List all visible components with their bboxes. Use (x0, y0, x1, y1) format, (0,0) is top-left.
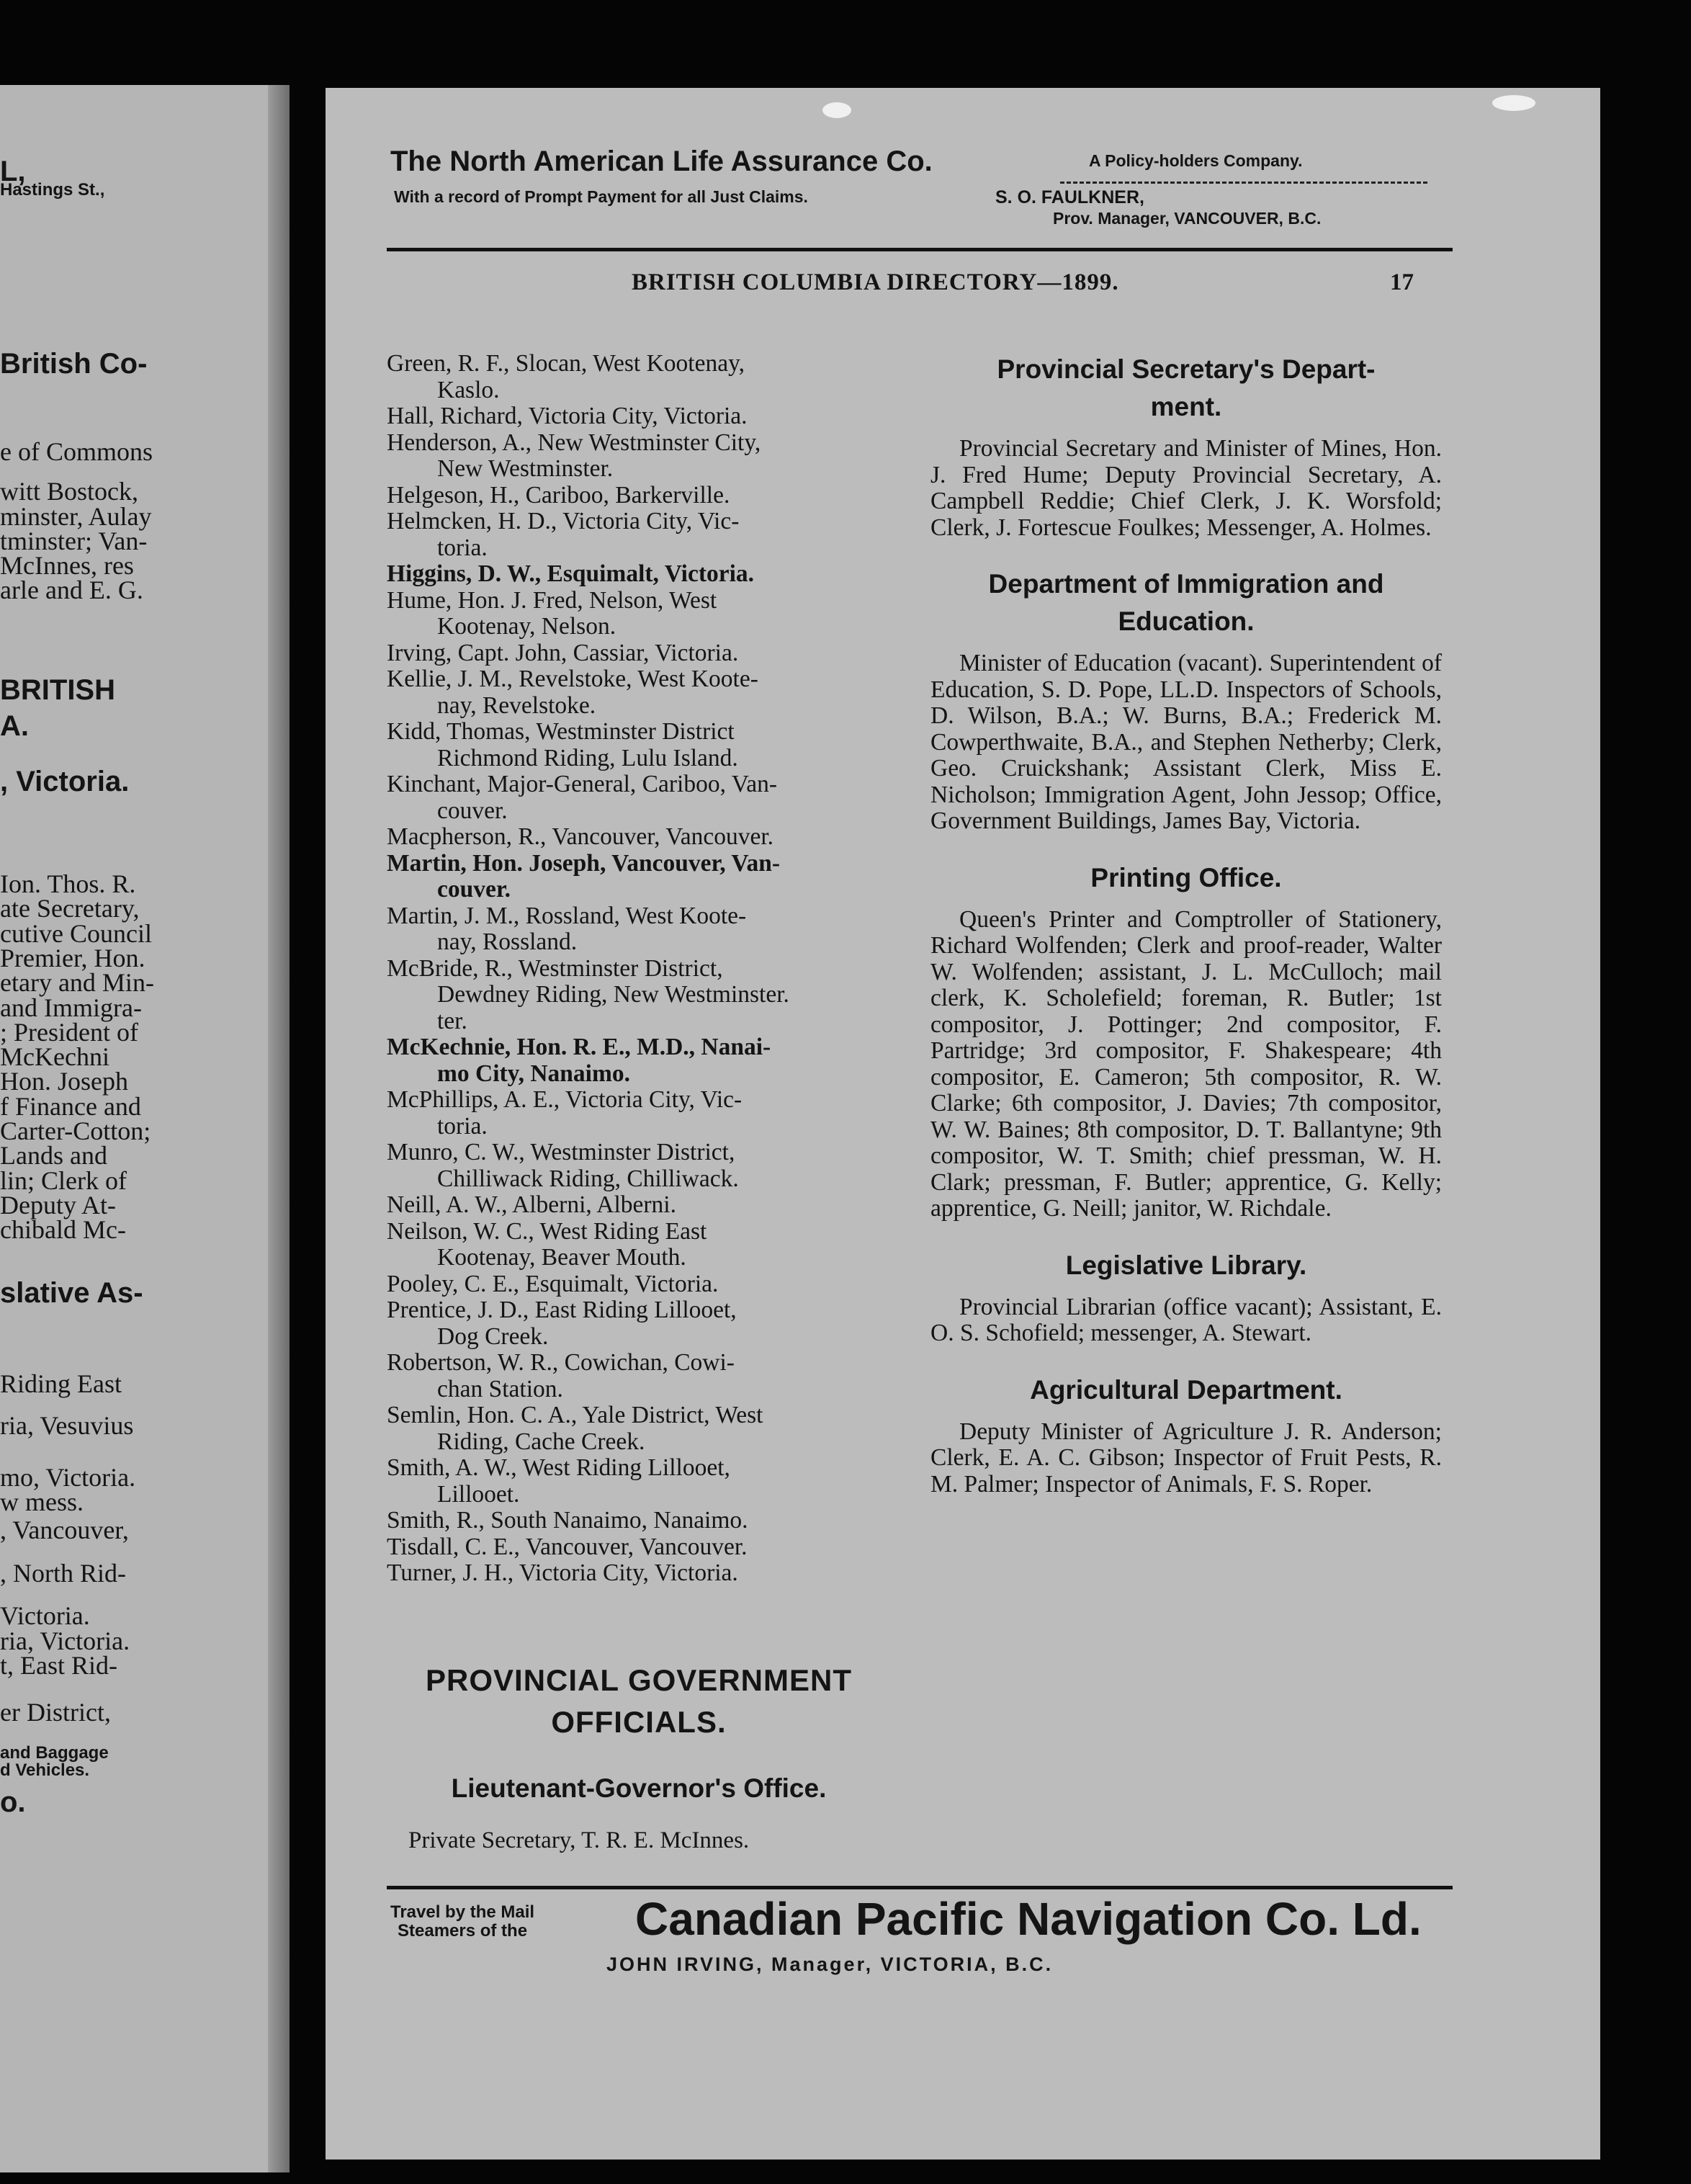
member-entry-line: Munro, C. W., Westminster District, (387, 1139, 735, 1165)
member-entry-continuation: couver. (437, 876, 511, 903)
previous-page-line: , Vancouver, (0, 1516, 129, 1544)
directory-page (326, 88, 1600, 2160)
member-entry-continuation: toria. (437, 1112, 488, 1140)
member-entry-line: Helmcken, H. D., Victoria City, Vic- (387, 508, 740, 534)
member-entry (387, 403, 898, 430)
member-entry-line: Hall, Richard, Victoria City, Victoria. (387, 403, 748, 429)
previous-page-line: cutive Council (0, 919, 152, 948)
previous-page-line: Carter-Cotton; (0, 1116, 151, 1145)
department-text: Queen's Printer and Comptroller of Stationery, Richard Wolfenden; Clerk and proof-reader, Walter W. Wolfenden; assistant, J. L. McCulloch; mail clerk, K. Scholefield; foreman, R. Butler; 1st compositor, J. Pottinger; 2nd compositor, F. Partridge; 3rd compositor, F. Shakespeare; 4th compositor, E. Cameron; 5th compositor, R. W. Clarke; 6th compositor, J. Davies; 7th compositor, W. W. Baines; 8th compositor, D. T. Ballantyne; 9th compositor, W. T. Smith; chief pressman, W. H. Clark; pressman, F. Butler; apprentice, G. Kelly; apprentice, G. Neill; janitor, W. Richdale. (930, 905, 1442, 1222)
department-heading-line: Education. (1118, 607, 1255, 636)
department-heading (930, 565, 1442, 640)
member-entry (387, 588, 898, 640)
member-entry-line: Turner, J. H., Victoria City, Victoria. (387, 1559, 738, 1586)
member-entry (387, 1297, 898, 1350)
member-entry-line: Martin, J. M., Rossland, West Koote- (387, 902, 747, 929)
footer-manager: JOHN IRVING, Manager, VICTORIA, B.C. (606, 1953, 1054, 1975)
previous-page-line: ate Secretary, (0, 894, 140, 923)
member-entry (387, 771, 898, 824)
officials-heading (380, 1660, 898, 1743)
previous-page-line: , North Rid- (0, 1559, 126, 1588)
previous-page-line: chibald Mc- (0, 1215, 126, 1244)
previous-page-line: f Finance and (0, 1092, 141, 1121)
department-section (930, 859, 1442, 1247)
member-entry-continuation: couver. (437, 797, 508, 824)
department-text: Deputy Minister of Agriculture J. R. Anderson; Clerk, E. A. C. Gibson; Inspector of Fruit Pests, R. M. Palmer; Inspector of Animals, F. S. Roper. (930, 1418, 1442, 1498)
member-entry (387, 1271, 898, 1298)
header-company: The North American Life Assurance Co. (390, 146, 933, 177)
header-manager: Prov. Manager, VANCOUVER, B.C. (1053, 209, 1322, 228)
member-entry-continuation: nay, Rossland. (437, 928, 578, 955)
previous-page-line: Premier, Hon. (0, 944, 145, 972)
previous-page-line: L, (0, 156, 26, 187)
member-entry-line: Smith, R., South Nanaimo, Nanaimo. (387, 1507, 748, 1534)
previous-page-line: McKechni (0, 1042, 109, 1071)
member-entry (387, 1034, 898, 1087)
previous-page-line: British Co- (0, 348, 148, 380)
member-entry-line: Kinchant, Major-General, Cariboo, Van- (387, 771, 777, 797)
department-section (930, 351, 1442, 565)
previous-page-line: Victoria. (0, 1601, 90, 1630)
department-section (930, 1371, 1442, 1498)
member-entry-line: Tisdall, C. E., Vancouver, Vancouver. (387, 1533, 748, 1560)
member-entry (387, 640, 898, 667)
department-heading (930, 351, 1442, 426)
previous-page-line: tminster; Van- (0, 527, 148, 555)
previous-page-line: w mess. (0, 1487, 84, 1516)
member-entry (387, 1140, 898, 1192)
member-entry-line: Robertson, W. R., Cowichan, Cowi- (387, 1349, 735, 1376)
previous-page-line: mo, Victoria. (0, 1463, 136, 1492)
member-entry (387, 561, 898, 588)
member-entry (387, 1534, 898, 1561)
department-heading-line: Legislative Library. (1065, 1250, 1307, 1280)
previous-page-line: Riding East (0, 1369, 122, 1398)
member-entry (387, 1087, 898, 1140)
member-entry-line: Pooley, C. E., Esquimalt, Victoria. (387, 1270, 719, 1297)
previous-page-line: A. (0, 710, 29, 742)
member-entry-continuation: Dewdney Riding, New Westminster. (437, 981, 789, 1008)
footer-travel-note (390, 1903, 534, 1941)
member-entry-line: Higgins, D. W., Esquimalt, Victoria. (387, 560, 755, 587)
department-heading-line: Printing Office. (1090, 862, 1282, 892)
running-title: BRITISH COLUMBIA DIRECTORY—1899. (632, 269, 1119, 295)
member-entry-line: Kidd, Thomas, Westminster District (387, 718, 735, 745)
member-entry (387, 1350, 898, 1402)
footer-travel-line: Steamers of the (398, 1921, 528, 1941)
member-entry (387, 1219, 898, 1271)
member-entry-line: Helgeson, H., Cariboo, Barkerville. (387, 481, 730, 509)
member-entry (387, 1402, 898, 1455)
member-entry-continuation: toria. (437, 534, 488, 561)
previous-page-line: er District, (0, 1698, 111, 1727)
member-entry-continuation: Lillooet. (437, 1480, 520, 1508)
member-entry-continuation: nay, Revelstoke. (437, 692, 596, 719)
previous-page-line: ria, Vesuvius (0, 1411, 134, 1440)
member-entry-line: Kellie, J. M., Revelstoke, West Koote- (387, 666, 758, 692)
previous-page-line: Lands and (0, 1141, 107, 1170)
member-entry (387, 903, 898, 956)
member-entry (387, 509, 898, 561)
department-text: Provincial Secretary and Minister of Mines, Hon. J. Fred Hume; Deputy Provincial Secretary, A. Campbell Reddie; Chief Clerk, J. K. Worsfold; Clerk, J. Fortescue Foulkes; Messenger, A. Holmes. (930, 435, 1442, 541)
previous-page-line: , Victoria. (0, 766, 130, 797)
header-agent: S. O. FAULKNER, (995, 187, 1144, 207)
previous-page-line: etary and Min- (0, 968, 154, 997)
member-entry-continuation: Kootenay, Beaver Mouth. (437, 1244, 686, 1271)
department-heading-line: Provincial Secretary's Depart- (997, 354, 1376, 384)
header-claims: With a record of Prompt Payment for all Just Claims. (394, 187, 808, 206)
member-entry-continuation: chan Station. (437, 1375, 563, 1402)
member-entry-line: Neilson, W. C., West Riding East (387, 1217, 707, 1245)
officials-heading-line: OFFICIALS. (551, 1705, 727, 1739)
member-entry-line: ter. (437, 1007, 467, 1034)
previous-page-line: Ion. Thos. R. (0, 869, 136, 898)
previous-page-line: Hon. Joseph (0, 1067, 128, 1096)
header-rule (387, 248, 1453, 251)
footer-company: Canadian Pacific Navigation Co. Ld. (635, 1893, 1422, 1945)
member-entry-line: McPhillips, A. E., Victoria City, Vic- (387, 1086, 743, 1113)
member-entry (387, 666, 898, 719)
previous-page-line: lin; Clerk of (0, 1166, 127, 1195)
member-entry (387, 483, 898, 509)
department-heading-line: Agricultural Department. (1030, 1374, 1342, 1405)
member-entry-line: Smith, A. W., West Riding Lillooet, (387, 1454, 730, 1481)
previous-page-line: ria, Victoria. (0, 1626, 130, 1655)
previous-page-line: McInnes, res (0, 551, 134, 580)
department-section (930, 565, 1442, 859)
header-flourish (1060, 173, 1427, 184)
previous-page-line: witt Bostock, (0, 477, 139, 506)
previous-page-line: and Immigra- (0, 993, 142, 1022)
paper-damage-mark (822, 102, 851, 118)
officials-heading-line: PROVINCIAL GOVERNMENT (426, 1663, 852, 1697)
member-entry-continuation: Kootenay, Nelson. (437, 613, 616, 640)
department-heading (930, 1371, 1442, 1409)
member-entry-continuation: Dog Creek. (437, 1323, 549, 1350)
member-entry-continuation: Riding, Cache Creek. (437, 1428, 645, 1455)
member-entry-line: Macpherson, R., Vancouver, Vancouver. (387, 823, 774, 850)
member-entry-continuation: New Westminster. (437, 455, 614, 482)
department-section (930, 1247, 1442, 1371)
member-entry (387, 1508, 898, 1534)
member-entry (387, 1192, 898, 1219)
previous-page-line: o. (0, 1786, 26, 1818)
member-entry-line: McBride, R., Westminster District, (387, 954, 723, 982)
previous-page-line: and Baggage (0, 1743, 109, 1763)
member-entry-line: Henderson, A., New Westminster City, (387, 429, 761, 456)
header-policy: A Policy-holders Company. (1089, 151, 1303, 170)
previous-page-line: Hastings St., (0, 180, 105, 200)
department-heading-line: Department of Immigration and (988, 569, 1384, 599)
previous-page-line: t, East Rid- (0, 1651, 117, 1680)
member-entry-continuation: mo City, Nanaimo. (437, 1060, 630, 1087)
previous-page-line: e of Commons (0, 437, 153, 466)
previous-page-line: arle and E. G. (0, 576, 143, 604)
member-entry (387, 1560, 898, 1587)
member-entry (387, 1008, 898, 1035)
previous-page-line: BRITISH (0, 674, 115, 706)
member-entry-continuation: Kaslo. (437, 376, 500, 403)
departments-column (930, 351, 1442, 1498)
department-text: Minister of Education (vacant). Superintendent of Education, S. D. Pope, LL.D. Inspectors of Schools, D. Wilson, B.A.; W. Burns, B.A.; Frederick M. Cowperthwaite, B.A., and Stephen Netherby; Clerk, Geo. Cruickshank; Assistant Clerk, Miss E. Nicholson; Immigration Agent, John Jessop; Office, Government Buildings, James Bay, Victoria. (930, 650, 1442, 834)
paper-damage-mark (1492, 95, 1535, 111)
department-heading (930, 1247, 1442, 1284)
previous-page-line: slative As- (0, 1277, 143, 1309)
previous-page-line: d Vehicles. (0, 1760, 90, 1780)
member-entry (387, 430, 898, 483)
member-entry-line: Irving, Capt. John, Cassiar, Victoria. (387, 639, 739, 666)
previous-page-line: Deputy At- (0, 1191, 116, 1219)
page-number: 17 (1390, 269, 1414, 295)
member-entry-line: Hume, Hon. J. Fred, Nelson, West (387, 586, 717, 614)
member-entry-line: Neill, A. W., Alberni, Alberni. (387, 1191, 676, 1218)
member-entry-line: Green, R. F., Slocan, West Kootenay, (387, 350, 745, 377)
member-entry-continuation: Chilliwack Riding, Chilliwack. (437, 1165, 739, 1192)
member-entry-line: Prentice, J. D., East Riding Lillooet, (387, 1297, 737, 1323)
footer-travel-line: Travel by the Mail (390, 1902, 535, 1922)
previous-page-line: minster, Aulay (0, 502, 152, 531)
lieutenant-governor-heading: Lieutenant-Governor's Office. (451, 1773, 827, 1803)
member-entry (387, 1455, 898, 1508)
previous-page-line: ; President of (0, 1018, 138, 1047)
member-entry-continuation: Richmond Riding, Lulu Island. (437, 744, 738, 771)
department-heading-line: ment. (1150, 392, 1222, 421)
member-entry-line: Martin, Hon. Joseph, Vancouver, Van- (387, 849, 781, 877)
lieutenant-governor-text: Private Secretary, T. R. E. McInnes. (408, 1827, 750, 1853)
page-gutter (268, 85, 290, 2172)
member-entry (387, 851, 898, 903)
previous-page-fragment (0, 85, 290, 2172)
footer-rule (387, 1886, 1453, 1889)
member-entry (387, 351, 898, 403)
department-text: Provincial Librarian (office vacant); Assistant, E. O. S. Schofield; messenger, A. Stewart. (930, 1293, 1442, 1346)
member-entry (387, 824, 898, 851)
member-entry (387, 956, 898, 1008)
department-heading (930, 859, 1442, 897)
member-entry-line: Semlin, Hon. C. A., Yale District, West (387, 1402, 763, 1428)
member-entry-line: McKechnie, Hon. R. E., M.D., Nanai- (387, 1034, 771, 1060)
member-entry (387, 719, 898, 771)
members-list (387, 351, 898, 1587)
